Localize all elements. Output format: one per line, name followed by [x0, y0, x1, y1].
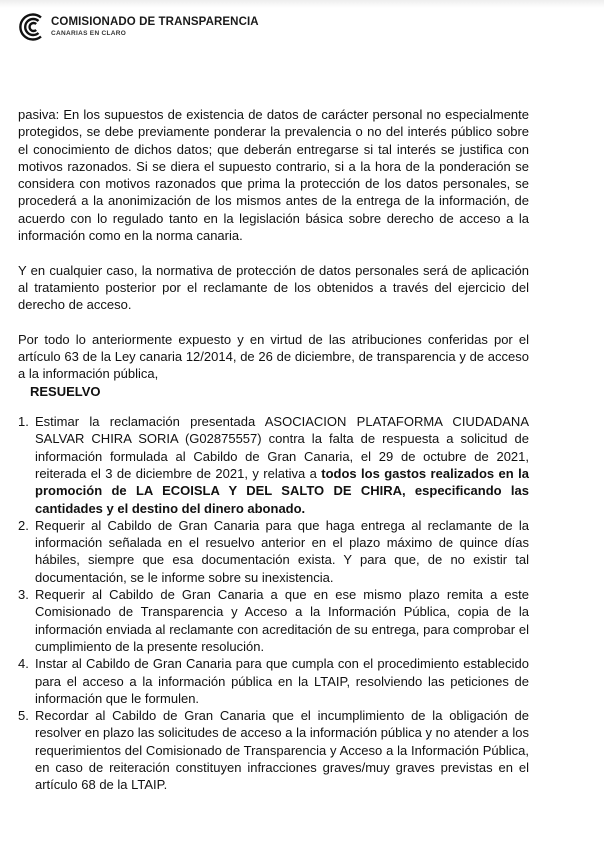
resolution-item	[18, 413, 529, 517]
item-text: Requerir al Cabildo de Gran Canaria a que en ese mismo plazo remita a este Comisionado de Transparencia y Acceso a la Información Pública, copia de la información enviada al reclamante con acreditación de su entrega, para comprobar el cumplimiento de la presente resolución.	[35, 587, 529, 654]
item-text: Recordar al Cabildo de Gran Canaria que el incumplimiento de la obligación de resolver en plazo las solicitudes de acceso a la información pública y no atender a los requerimientos del Comisionado de Transparencia y Acceso a la Información Pública, en caso de reiteración constituyen infracciones graves/muy graves previstas en el artículo 68 de la LTAIP.	[35, 708, 529, 793]
paragraph-pasiva: pasiva: En los supuestos de existencia de datos de carácter personal no especialmente protegidos, se debe previamente ponderar la prevalencia o no del interés público sobre el conocimiento de dichos datos; que deberán entregarse si tal interés se justifica con motivos razonados. Si se diera el supuesto contrario, si a la hora de la ponderación se considera con motivos razonados que prima la protección de los datos personales, se procederá a la anonimización de los mismos antes de la entrega de la información, de acuerdo con lo regulado tanto en la legislación básica sobre derecho de acceso a la información como en la norma canaria.	[18, 107, 529, 244]
document-body	[18, 106, 529, 794]
resolution-item	[18, 517, 529, 586]
page-top-shadow	[0, 0, 604, 8]
item-number: 4.	[18, 656, 29, 672]
resuelvo-heading: RESUELVO	[30, 383, 101, 399]
item-bold-text: todos los gastos realizados en la promoción de LA ECOISLA Y DEL SALTO DE CHIRA, especificando las cantidades y el destino del dinero abonado.	[35, 465, 529, 516]
comisionado-logo-icon	[19, 13, 47, 41]
resolution-item	[18, 707, 529, 793]
resolution-item	[18, 655, 529, 707]
item-number: 2.	[18, 517, 29, 533]
paragraph-atribuciones: Por todo lo anteriormente expuesto y en virtud de las atribuciones conferidas por el artículo 63 de la Ley canaria 12/2014, de 26 de diciembre, de transparencia y de acceso a la información pública,	[18, 331, 529, 382]
item-text: Instar al Cabildo de Gran Canaria para que cumpla con el procedimiento establecido para el acceso a la información pública en la LTAIP, resolviendo las peticiones de información que le formulen.	[35, 656, 529, 706]
item-number: 1.	[18, 414, 29, 430]
brand-title: COMISIONADO DE TRANSPARENCIA	[51, 16, 259, 28]
paragraph-proteccion-datos: Y en cualquier caso, la normativa de protección de datos personales será de aplicación al tratamiento posterior por el reclamante de los obtenidos a través del ejercicio del derecho de acceso.	[18, 262, 529, 313]
resolution-list	[18, 413, 529, 794]
item-number: 5.	[18, 708, 29, 724]
item-text: Requerir al Cabildo de Gran Canaria para que haga entrega al reclamante de la información señalada en el resuelvo anterior en el plazo máximo de quince días hábiles, siempre que esa documentación exista. Y para que, de no existir tal documentación, se le informe sobre su inexistencia.	[35, 517, 529, 585]
brand-subtitle: CANARIAS EN CLARO	[51, 30, 127, 37]
item-text: Estimar la reclamación presentada ASOCIACION PLATAFORMA CIUDADANA SALVAR CHIRA SORIA (G02875557) contra la falta de respuesta a solicitud de información formulada al Cabildo de Gran Canaria, el 29 de octubre de 2021, reiterada el 3 de diciembre de 2021, y relativa a	[35, 414, 529, 481]
resolution-item	[18, 586, 529, 655]
item-number: 3.	[18, 587, 29, 603]
